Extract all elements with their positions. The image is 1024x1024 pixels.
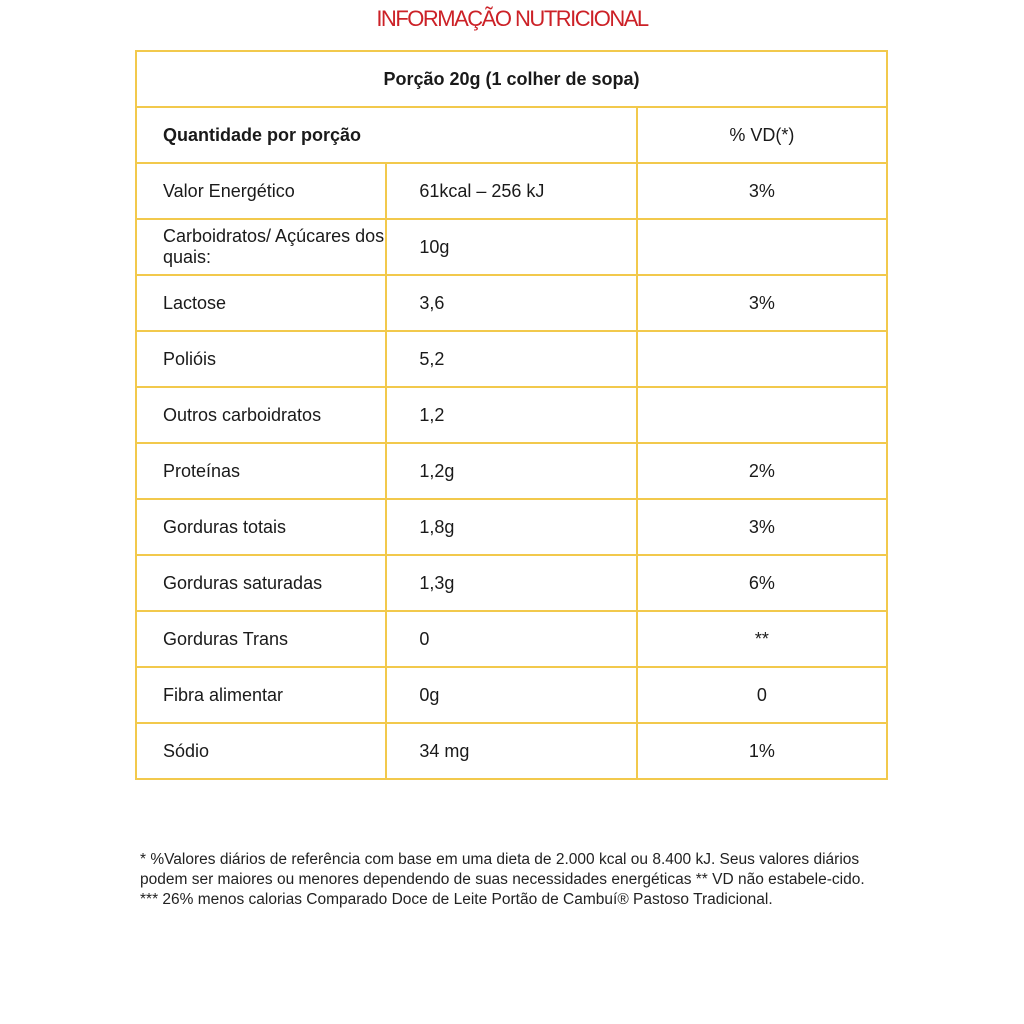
- nutrient-name: Fibra alimentar: [136, 667, 386, 723]
- nutrient-amount: 0g: [386, 667, 636, 723]
- nutrient-vd: [637, 331, 887, 387]
- nutrient-amount: 34 mg: [386, 723, 636, 779]
- vd-header: % VD(*): [637, 107, 887, 163]
- nutrient-name: Carboidratos/ Açúcares dos quais:: [136, 219, 386, 275]
- nutrient-name: Lactose: [136, 275, 386, 331]
- nutrient-name: Proteínas: [136, 443, 386, 499]
- table-row: [136, 275, 887, 331]
- nutrient-amount: 10g: [386, 219, 636, 275]
- footnote-line: *** 26% menos calorias Comparado Doce de Leite Portão de Cambuí® Pastoso Tradicional.: [140, 891, 773, 908]
- nutrient-vd: 2%: [637, 443, 887, 499]
- table-row: [136, 667, 887, 723]
- table-row: [136, 443, 887, 499]
- footnote-block: [140, 850, 890, 910]
- portion-row: [136, 51, 887, 107]
- nutrient-vd: [637, 387, 887, 443]
- nutrient-amount: 0: [386, 611, 636, 667]
- table-row: [136, 611, 887, 667]
- nutrient-name: Valor Energético: [136, 163, 386, 219]
- nutrient-amount: 5,2: [386, 331, 636, 387]
- footnote-line: podem ser maiores ou menores dependendo de suas necessidades energéticas ** VD não estabele-cido.: [140, 871, 865, 888]
- table-row: [136, 555, 887, 611]
- nutrition-table: [135, 50, 888, 780]
- table-row: [136, 723, 887, 779]
- nutrient-vd: 3%: [637, 163, 887, 219]
- nutrient-vd: [637, 219, 887, 275]
- qty-header: Quantidade por porção: [136, 107, 637, 163]
- nutrient-name: Outros carboidratos: [136, 387, 386, 443]
- nutrient-name: Sódio: [136, 723, 386, 779]
- portion-label: Porção 20g (1 colher de sopa): [136, 51, 887, 107]
- nutrient-name: Gorduras totais: [136, 499, 386, 555]
- nutrient-vd: 3%: [637, 499, 887, 555]
- nutrition-title: INFORMAÇÃO NUTRICIONAL: [376, 6, 648, 31]
- table-row: [136, 219, 887, 275]
- nutrient-amount: 1,2: [386, 387, 636, 443]
- nutrient-amount: 1,8g: [386, 499, 636, 555]
- table-row: [136, 499, 887, 555]
- nutrient-name: Gorduras Trans: [136, 611, 386, 667]
- nutrient-amount: 1,2g: [386, 443, 636, 499]
- header-row: [136, 107, 887, 163]
- nutrient-vd: 1%: [637, 723, 887, 779]
- nutrient-amount: 3,6: [386, 275, 636, 331]
- nutrient-name: Gorduras saturadas: [136, 555, 386, 611]
- nutrient-vd: 0: [637, 667, 887, 723]
- nutrient-vd: 6%: [637, 555, 887, 611]
- footnote-line: * %Valores diários de referência com base em uma dieta de 2.000 kcal ou 8.400 kJ. Seus valores diários: [140, 851, 860, 868]
- nutrient-name: Polióis: [136, 331, 386, 387]
- nutrient-vd: 3%: [637, 275, 887, 331]
- nutrient-amount: 1,3g: [386, 555, 636, 611]
- table-row: [136, 163, 887, 219]
- table-row: [136, 331, 887, 387]
- table-row: [136, 387, 887, 443]
- nutrient-amount: 61kcal – 256 kJ: [386, 163, 636, 219]
- nutrient-vd: **: [637, 611, 887, 667]
